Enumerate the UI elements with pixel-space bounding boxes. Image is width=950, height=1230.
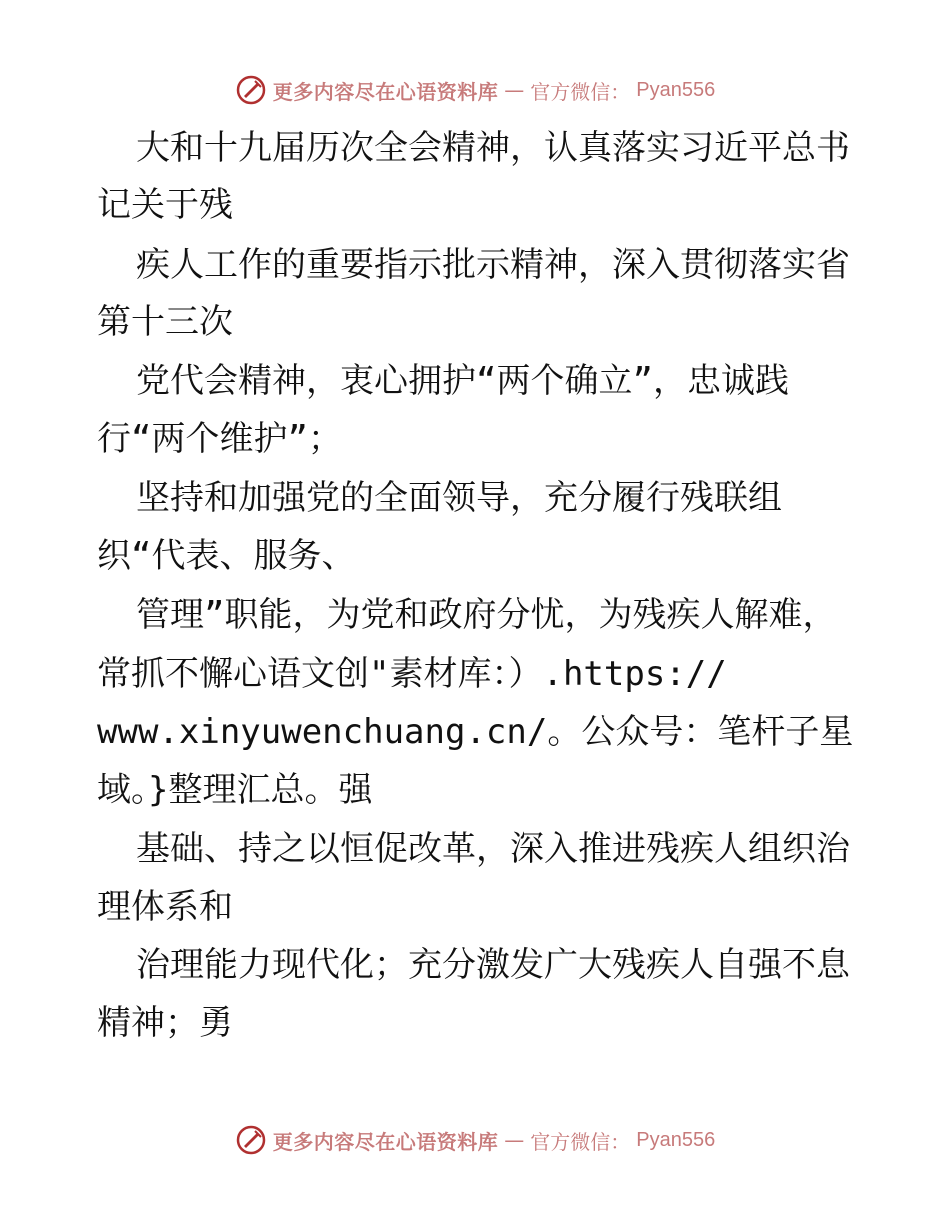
footer-wechat-label: 官方微信： — [530, 1129, 631, 1154]
quill-pen-logo-icon — [235, 74, 267, 106]
footer-slogan: 更多内容尽在心语资料库 — [272, 1129, 499, 1154]
header-slogan: 更多内容尽在心语资料库 — [272, 79, 499, 104]
quill-pen-logo-icon — [235, 1124, 267, 1156]
body-line: 精神；勇 — [97, 1003, 233, 1043]
header-wechat-id: Pyan556 — [636, 78, 716, 101]
footer-wechat-id: Pyan556 — [636, 1128, 716, 1151]
body-line: 疾人工作的重要指示批示精神，深入贯彻落实省 — [136, 245, 850, 285]
body-line: 常抓不懈心语文创"素材库：）.https:// — [97, 654, 727, 694]
header-separator: — — [504, 78, 525, 102]
body-line: 域。}整理汇总。强 — [97, 770, 373, 810]
body-line: 党代会精神，衷心拥护“两个确立”，忠诚践 — [136, 361, 789, 401]
body-line: 织“代表、服务、 — [97, 536, 356, 576]
footer-separator: — — [504, 1128, 525, 1152]
body-line: 治理能力现代化；充分激发广大残疾人自强不息 — [136, 945, 850, 985]
body-line: 记关于残 — [97, 185, 233, 225]
body-line: 理体系和 — [97, 887, 233, 927]
body-line: 第十三次 — [97, 302, 233, 342]
body-line: 坚持和加强党的全面领导，充分履行残联组 — [136, 478, 782, 518]
body-line: 管理”职能，为党和政府分忧，为残疾人解难， — [136, 595, 837, 635]
header-banner — [0, 70, 950, 110]
body-line: 基础、持之以恒促改革，深入推进残疾人组织治 — [136, 829, 850, 869]
body-line: 行“两个维护”； — [97, 419, 342, 459]
footer-banner — [0, 1120, 950, 1160]
body-line: 大和十九届历次全会精神，认真落实习近平总书 — [136, 128, 850, 168]
header-wechat-label: 官方微信： — [530, 79, 631, 104]
body-line: www.xinyuwenchuang.cn/。公众号：笔杆子星 — [97, 712, 854, 752]
